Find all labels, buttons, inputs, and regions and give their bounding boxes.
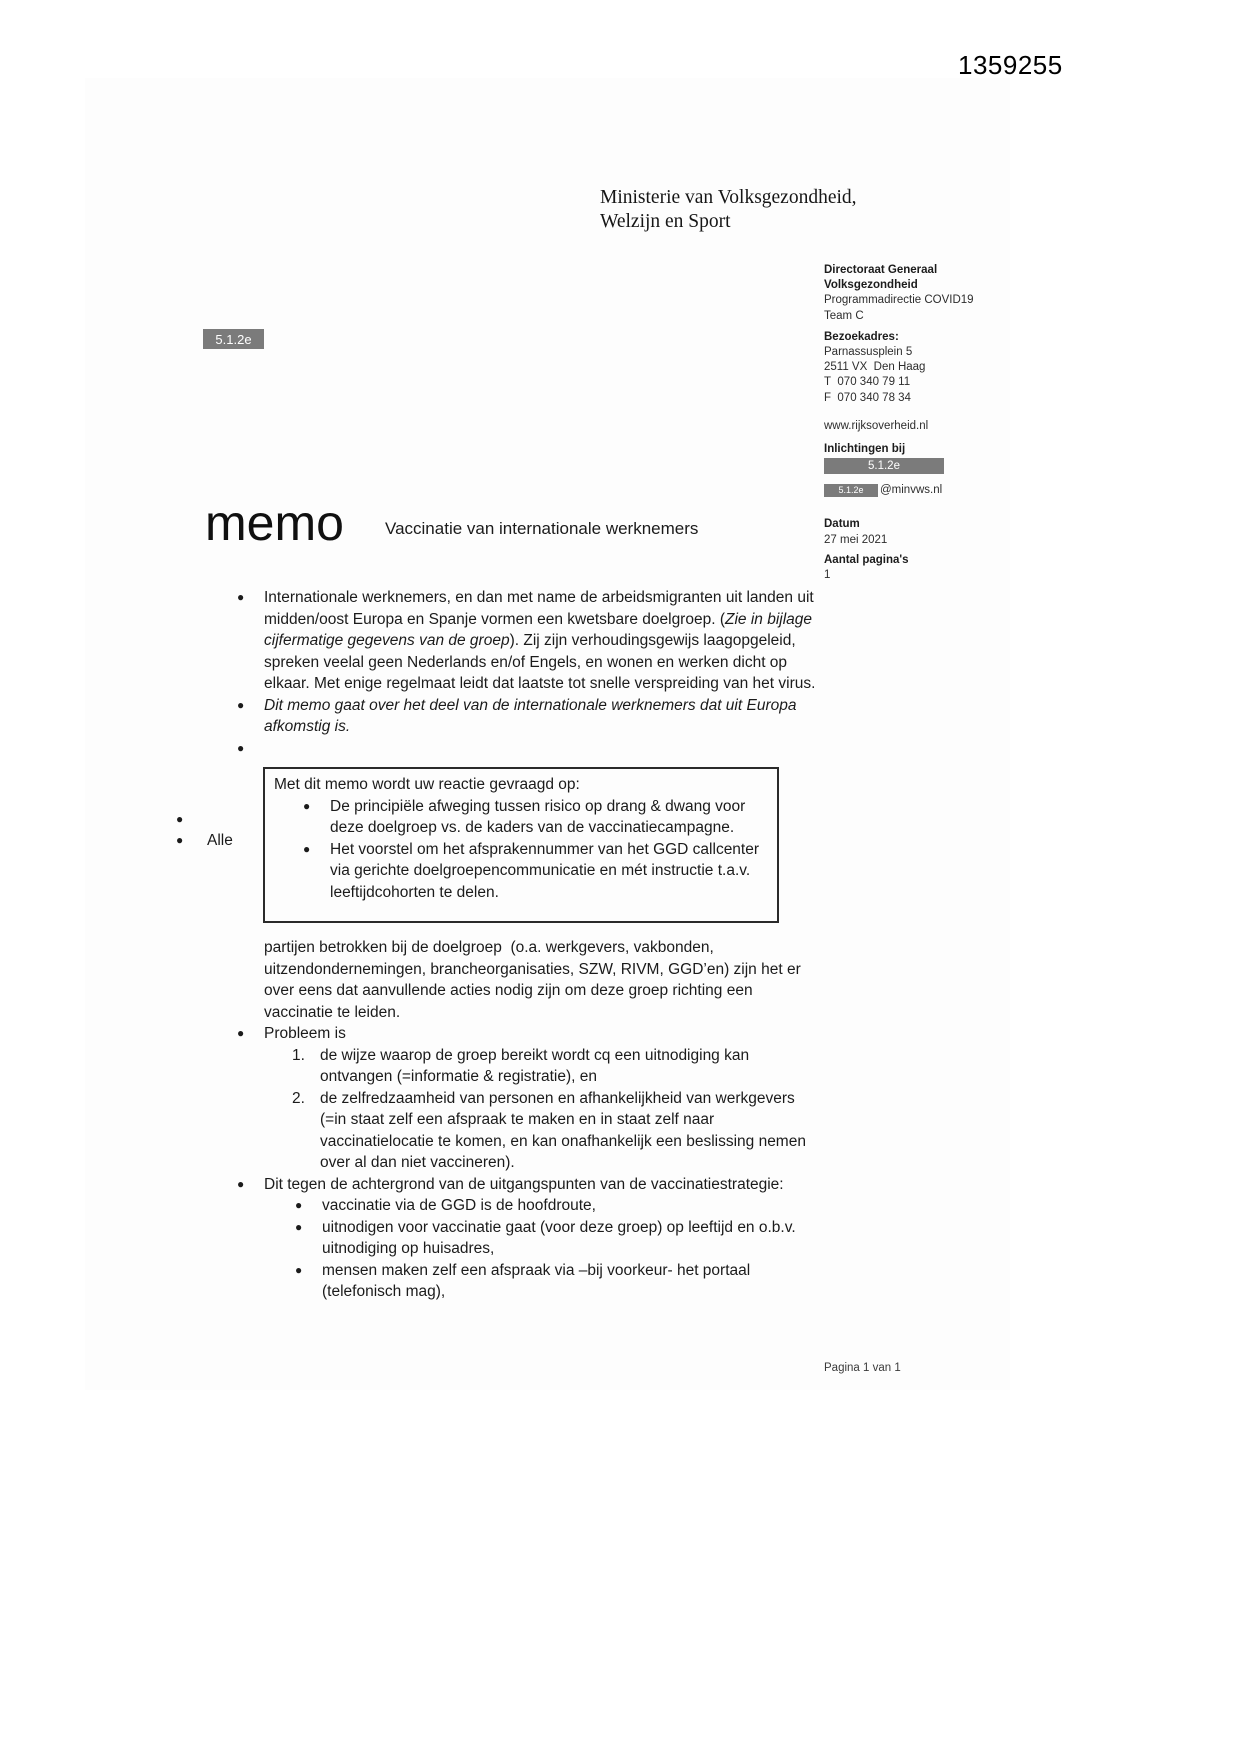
box-list-item xyxy=(274,796,767,839)
bullet-icon: ● xyxy=(295,1219,303,1234)
fax-number: F 070 340 78 34 xyxy=(824,391,911,404)
memo-title: memo xyxy=(205,495,344,551)
sub-list-item xyxy=(237,1260,822,1303)
directorate-name-2: Volksgezondheid xyxy=(824,279,918,292)
pages-value: 1 xyxy=(824,569,831,582)
paragraph-after-box: partijen betrokken bij de doelgroep (o.a. werkgevers, vakbonden, uitzendondernemingen, brancheorganisaties, SZW, RIVM, GGD’en) zijn het er over eens dat aanvullende acties nodig zijn om deze groep richting een vaccinatie te leiden. xyxy=(264,939,801,1021)
sub-item-text: mensen maken zelf een afspraak via –bij voorkeur- het portaal (telefonisch mag), xyxy=(322,1261,751,1300)
numbered-item xyxy=(237,1045,822,1088)
redaction-box-email: 5.1.2e xyxy=(824,484,878,497)
text-segment: ). Zij zijn verhoudingsgewijs laagopgeleid, spreken veelal geen Nederlands en/of Engels, en wonen en werken dicht op elkaar. Met enige regelmaat leidt dat laatste tot snelle verspreiding van het virus. xyxy=(264,632,816,692)
address-street: Parnassusplein 5 xyxy=(824,346,913,359)
inquiries-label: Inlichtingen bij xyxy=(824,443,906,456)
bullet-icon: ● xyxy=(295,1198,303,1212)
bullet-icon: ● xyxy=(303,841,311,856)
bullet-icon: ● xyxy=(303,798,311,813)
reaction-request-box xyxy=(263,767,779,923)
box-intro: Met dit memo wordt uw reactie gevraagd op: xyxy=(274,776,580,793)
list-item-text: Dit tegen de achtergrond van de uitgangspunten van de vaccinatiestrategie: xyxy=(264,1175,784,1193)
list-item xyxy=(237,587,822,695)
bullet-icon: ● xyxy=(237,1026,245,1040)
box-item-text: Het voorstel om het afsprakennummer van het GGD callcenter via gerichte doelgroepencommunicatie en mét instructie t.a.v. leeftijdcohorten te delen. xyxy=(330,840,760,901)
item-number: 2. xyxy=(292,1089,305,1107)
meta-sidebar xyxy=(824,263,1024,583)
programme-name: Programmadirectie COVID19 xyxy=(824,294,974,307)
sub-list-item xyxy=(237,1195,822,1217)
redaction-box-left: 5.1.2e xyxy=(203,329,264,349)
item-number: 1. xyxy=(292,1046,305,1064)
numbered-item-text: de wijze waarop de groep bereikt wordt cq een uitnodiging kan ontvangen (=informatie & registratie), en xyxy=(320,1046,750,1085)
list-item-text: Dit memo gaat over het deel van de internationale werknemers dat uit Europa afkomstig is. xyxy=(264,696,797,735)
numbered-item xyxy=(237,1088,822,1174)
numbered-item-text: de zelfredzaamheid van personen en afhankelijkheid van werkgevers (=in staat zelf een afspraak te maken en in staat zelf naar vaccinatielocatie te komen, en kan onafhankelijk een beslissing nemen over al dan niet vaccineren). xyxy=(320,1089,806,1171)
redaction-box-inquiries: 5.1.2e xyxy=(824,458,944,474)
text-segment: Internationale werknemers, en dan met name de arbeidsmigranten uit landen uit midden/oost Europa en Spanje vormen een kwetsbare doelgroep. ( xyxy=(264,589,814,628)
address-city: 2511 VX Den Haag xyxy=(824,361,926,374)
ministry-header xyxy=(600,186,857,233)
memo-subtitle: Vaccinatie van internationale werknemers xyxy=(385,519,699,538)
email-suffix: @minvws.nl xyxy=(880,484,943,497)
ministry-line1: Ministerie van Volksgezondheid, xyxy=(600,187,857,208)
directorate-name: Directoraat Generaal xyxy=(824,264,938,276)
text-segment-italic: Zie in bijlage cijfermatige gegevens van de groep xyxy=(264,610,813,649)
list-item xyxy=(237,1174,822,1196)
document-number: 1359255 xyxy=(958,50,1063,80)
bullet-icon: ● xyxy=(237,590,245,604)
team-name: Team C xyxy=(824,309,864,322)
list-item-text xyxy=(264,738,822,760)
email-line xyxy=(824,483,1024,498)
list-item xyxy=(237,695,822,738)
box-item-text: De principiële afweging tussen risico op drang & dwang voor deze doelgroep vs. de kaders van de vaccinatiecampagne. xyxy=(330,797,746,836)
bullet-icon: ● xyxy=(237,1176,245,1191)
stray-bullet-icon: ● xyxy=(176,812,184,826)
ministry-line2: Welzijn en Sport xyxy=(600,210,731,232)
list-item-empty xyxy=(237,738,822,760)
page-footer: Pagina 1 van 1 xyxy=(824,1362,901,1374)
phone-number: T 070 340 79 11 xyxy=(824,376,911,389)
bullet-icon: ● xyxy=(237,740,245,755)
date-value: 27 mei 2021 xyxy=(824,533,888,546)
visit-address-label: Bezoekadres: xyxy=(824,330,899,343)
box-list-item xyxy=(274,839,767,904)
date-label: Datum xyxy=(824,518,860,531)
bullet-icon: ● xyxy=(295,1262,303,1277)
sub-item-text: vaccinatie via de GGD is de hoofdroute, xyxy=(322,1197,596,1214)
pages-label: Aantal pagina's xyxy=(824,553,909,566)
list-item xyxy=(237,1023,822,1045)
website-link: www.rijksoverheid.nl xyxy=(824,419,929,432)
list-item-text xyxy=(264,587,822,695)
stray-bullet-label: Alle xyxy=(207,832,233,849)
list-item-text: Probleem is xyxy=(264,1025,346,1042)
sub-list-item xyxy=(237,1217,822,1260)
memo-body xyxy=(237,587,822,1303)
sub-item-text: uitnodigen voor vaccinatie gaat (voor deze groep) op leeftijd en o.b.v. uitnodiging op huisadres, xyxy=(322,1218,796,1257)
bullet-icon: ● xyxy=(237,697,245,712)
stray-bullet-icon: ● xyxy=(176,833,184,847)
